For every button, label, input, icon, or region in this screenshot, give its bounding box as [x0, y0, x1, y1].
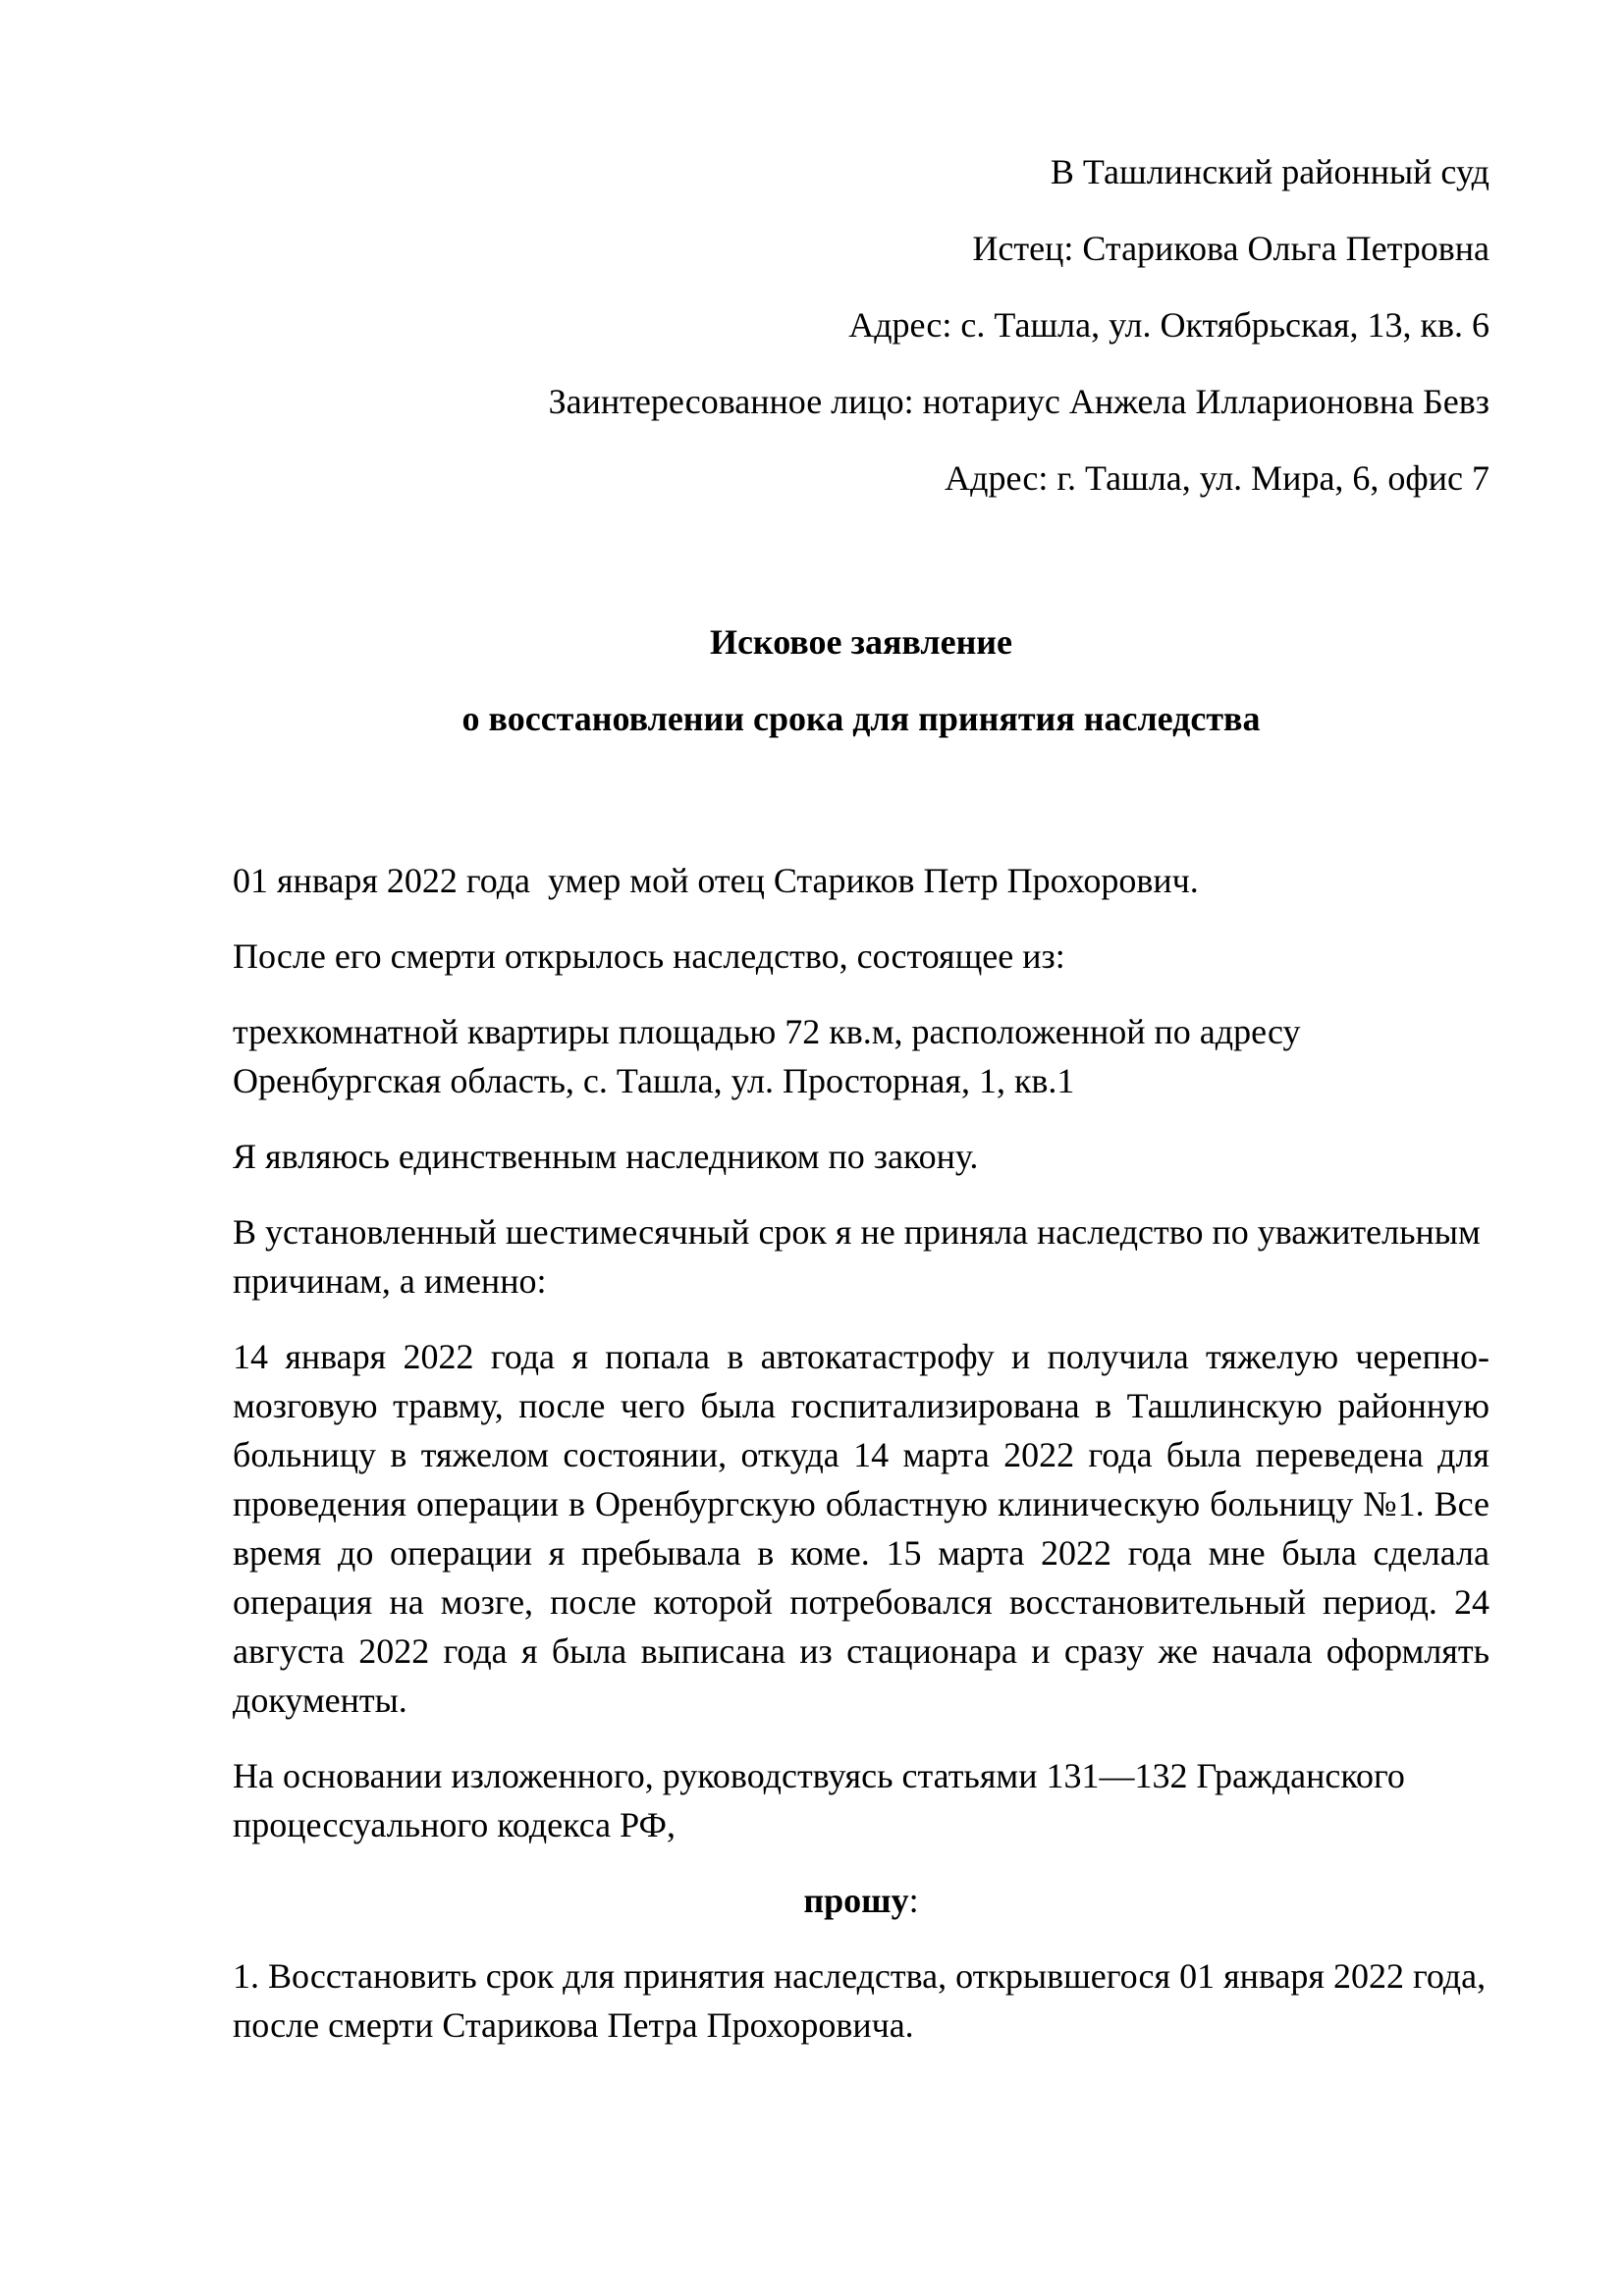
court-name: В Ташлинский районный суд: [1050, 152, 1489, 191]
paragraph-missed-deadline: В установленный шестимесячный срок я не приняла наследство по уважительным причинам, а именно:: [233, 1212, 1481, 1301]
paragraph-estate-opened: После его смерти открылось наследство, состоящее из:: [233, 936, 1065, 976]
plaintiff-address: Адрес: с. Ташла, ул. Октябрьская, 13, кв. 6: [848, 305, 1489, 345]
paragraph-estate-apartment: трехкомнатной квартиры площадью 72 кв.м, расположенной по адресу Оренбургская область, с. Ташла, ул. Просторная, 1, кв.1: [233, 1012, 1301, 1100]
plaintiff-name: Истец: Старикова Ольга Петровна: [972, 229, 1489, 268]
title-line-1: Исковое заявление: [709, 622, 1013, 662]
request-item-1: 1. Восстановить срок для принятия наследства, открывшегося 01 января 2022 года, после смерти Старикова Петра Прохоровича.: [233, 1956, 1487, 2045]
interested-party-name: Заинтересованное лицо: нотариус Анжела Илларионовна Бевз: [548, 382, 1489, 421]
paragraph-death-date: 01 января 2022 года умер мой отец Стариков Петр Прохорович.: [233, 861, 1199, 900]
document-title: [233, 621, 1489, 774]
request-word: прошу: [803, 1881, 909, 1920]
addressee-block: [295, 151, 1489, 534]
paragraph-reasons: 14 января 2022 года я попала в автокатастрофу и получила тяжелую черепно-мозговую травму, после чего была госпитализирована в Ташлинскую районную больницу в тяжелом состоянии, откуда 14 марта 2022 года была переведена для проведения операции в Оренбургскую областную клиническую больницу №1. Все время до операции я пребывала в коме. 15 марта 2022 года мне была сделала операция на мозге, после которой потребовался восстановительный период. 24 августа 2022 года я была выписана из стационара и сразу же начала оформлять документы.: [233, 1337, 1489, 1720]
request-heading: [233, 1876, 1489, 1925]
title-line-2: о восстановлении срока для принятия наследства: [461, 699, 1261, 738]
paragraph-sole-heir: Я являюсь единственным наследником по закону.: [233, 1137, 979, 1176]
paragraph-legal-basis: На основании изложенного, руководствуясь статьями 131—132 Гражданского процессуального кодекса РФ,: [233, 1756, 1405, 1844]
document-body: [233, 856, 1489, 2076]
request-colon: :: [908, 1881, 919, 1920]
interested-party-address: Адрес: г. Ташла, ул. Мира, 6, офис 7: [945, 458, 1489, 498]
